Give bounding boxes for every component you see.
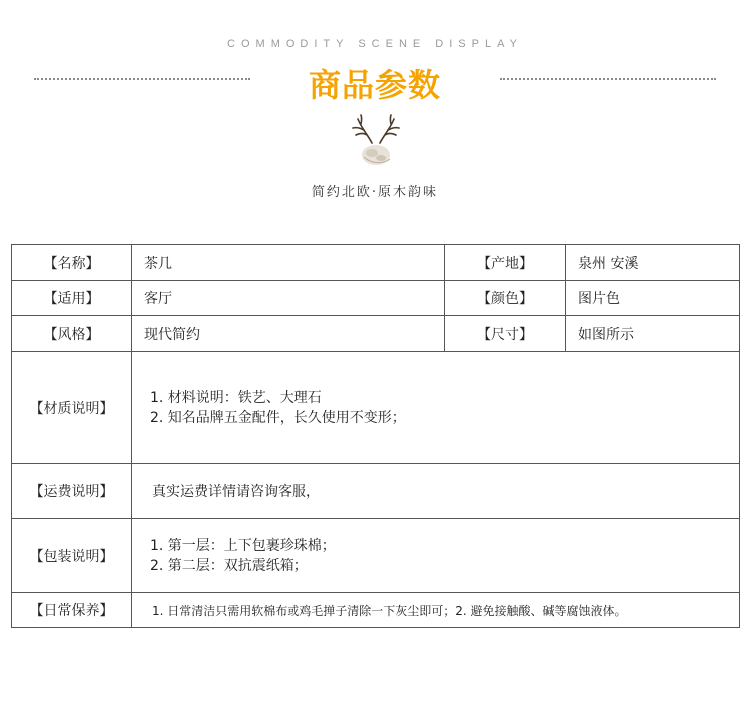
- style-value: 现代简约: [144, 326, 200, 343]
- style-label: 【风格】: [43, 326, 100, 343]
- name-label: 【名称】: [43, 255, 100, 272]
- material-line-1: 1. 材料说明：铁艺、大理石: [150, 389, 322, 406]
- packing-line-2: 2. 第二层：双抗震纸箱；: [150, 557, 308, 574]
- material-value: [132, 352, 739, 463]
- deer-antler-logo-icon: [350, 113, 402, 169]
- usage-value: 客厅: [144, 291, 172, 307]
- packing-value: [132, 519, 739, 592]
- material-label: 【材质说明】: [29, 400, 114, 417]
- origin-label: 【产地】: [477, 255, 533, 272]
- page-title: 商品参数: [308, 66, 441, 104]
- english-subtitle: COMMODITY SCENE DISPLAY: [227, 38, 523, 50]
- origin-value: 泉州 安溪: [578, 255, 639, 272]
- name-value: 茶几: [144, 255, 172, 272]
- spec-table: [11, 244, 740, 628]
- size-value: 如图所示: [578, 326, 634, 343]
- packing-label: 【包装说明】: [29, 548, 114, 565]
- usage-label: 【适用】: [43, 291, 100, 307]
- tagline: 简约北欧·原木韵味: [311, 185, 439, 200]
- color-value: 图片色: [578, 291, 620, 307]
- size-label: 【尺寸】: [477, 326, 533, 343]
- care-value: 1. 日常清洁只需用软棉布或鸡毛掸子清除一下灰尘即可；2. 避免接触酸、碱等腐蚀液体。: [152, 603, 627, 618]
- color-label: 【颜色】: [477, 291, 533, 307]
- shipping-value: 真实运费详情请咨询客服，: [152, 484, 320, 500]
- material-line-2: 2. 知名品牌五金配件，长久使用不变形；: [150, 409, 406, 426]
- shipping-label: 【运费说明】: [29, 484, 114, 500]
- care-label: 【日常保养】: [29, 603, 114, 619]
- packing-line-1: 1. 第一层：上下包裹珍珠棉；: [150, 537, 336, 554]
